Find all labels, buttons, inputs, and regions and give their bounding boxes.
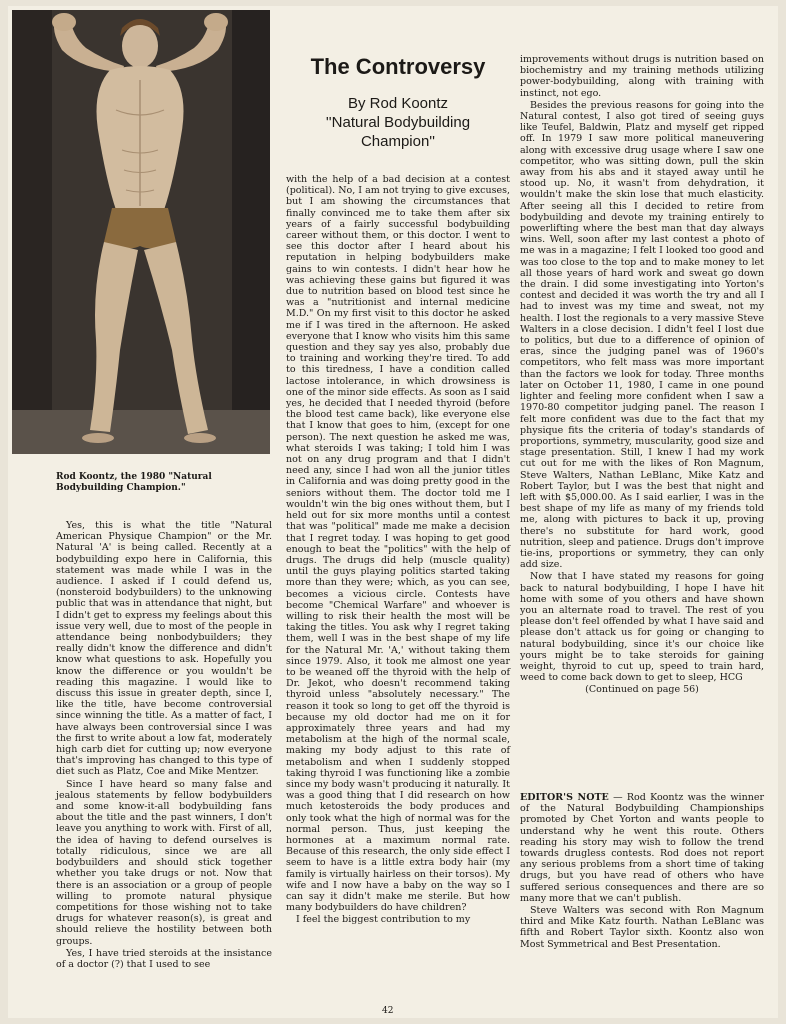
page-number: 42 [382,1006,394,1016]
paragraph: Since I have heard so many false and jealous statements by fellow bodybuilders and some know-it-all bodybuilding fans about the title and the past winners, I don't leave you anything to work with. First of all, the idea of having to defend ourselves is totally ridiculous, since we are all bodybuilders and should stick together whether you take drugs or not. Now that there is an association or a group of people willing to promote natural physique competitions for those wishing not to take drugs for whatever reason(s), is great and should relieve the hostility between both groups. [56,778,272,947]
paragraph: Yes, I have tried steroids at the insistance of a doctor (?) that I used to see [56,947,272,970]
paragraph: Besides the previous reasons for going into the Natural contest, I also got tired of seeing guys like Teufel, Baldwin, Platz and myself get ripped off. In 1979 I saw more political maneuvering along with excessive drug usage where I saw one competitor, who was sitting down, pull the skin away from his abs and it stayed away until he stood up. No, it wasn't from dehydration, it wouldn't make the skin lose that much elasticity. After seeing all this I decided to retire from bodybuilding and devote my training entirely to powerlifting where the best man that day always wins. Well, soon after my last contest a photo of me was in a magazine; I felt I looked too good and was too close to the top and to make money to let all those years of hard work and sweat go down the drain. I did some investigating into Yorton's contest and decided it was worth the try and all I had to invest was my time and sweat, not my health. I lost the regionals to a very massive Steve Walters in a close decision. I didn't feel I lost due to politics, but due to a difference of opinion of eras, since the judging panel was of 1960's competitors, who felt mass was more important than the factors we look for today. Three months later on October 11, 1980, I came in one pound lighter and feeling more confident when I saw a 1970-80 competitor judging panel. The reason I felt more confident was due to the fact that my physique fits the criteria of today's standards of proportions, symmetry, muscularity, good size and stage presentation. Still, I knew I had my work cut out for me with the likes of Ron Magnum, Steve Walters, Nathan LeBlanc, Mike Katz and Robert Taylor, but I was the best that night and left with $5,000.00. As I said earlier, I was in the best shape of my life as many of my friends told me, along with pictures to back it up, proving there's no substitute for hard work, good nutrition, sleep and patience. Drugs don't improve tie-ins, proportions or symmetry, they can only add size. [520,99,764,571]
column-right [520,54,764,696]
editors-note-body: — Rod Koontz was the winner of the Natural Bodybuilding Championships promoted by Chet Yorton and wants people to understand why he went this route. Others reading his story may wish to follow the trend towards drugless contests. Rod does not report any serious problems from a short time of taking drugs, but you have read of others who have suffered serious consequences and there are so many more that we can't publish. [520,792,764,904]
editors-note-label: EDITOR'S NOTE [520,792,609,803]
bodybuilder-illustration [12,10,270,454]
article-byline: By Rod Koontz [347,95,449,112]
photo-caption: Rod Koontz, the 1980 "Natural Bodybuilding Champion." [56,472,212,493]
paragraph: improvements without drugs is nutrition based on biochemistry and my training methods utilizing power-bodybuilding, along with training with instinct, not ego. [520,54,764,99]
continued-note: (Continued on page 56) [585,684,699,696]
editors-note [520,792,764,950]
article-subtitle-line-2: Champion'' [360,133,436,150]
article-subtitle-line-1: ''Natural Bodybuilding [325,114,471,131]
paragraph: Yes, this is what the title "Natural American Physique Champion" or the Mr. Natural 'A' is being called. Recently at a bodybuilding expo here in California, this statement was made while I was in the audience. I asked if I could defend us, (nonsteroid bodybuilders) to the unknowing public that was in attendance that night, but I didn't get to express my feelings about this issue very well, due to most of the people in attendance being nonbodybuilders; they really didn't know the difference and didn't know what questions to ask. Hopefully you know the difference or you wouldn't be reading this magazine. I would like to discuss this issue in greater depth, since I, like the title, have become controversial since winning the title. As a matter of fact, I have always been controversial since I was the first to write about a low fat, moderately high carb diet for cutting up; now everyone that's improving has changed to this type of diet such as Platz, Coe and Mike Mentzer. [56,520,272,778]
editors-note-results: Steve Walters was second with Ron Magnum third and Mike Katz fourth. Nathan LeBlanc was fifth and Robert Taylor sixth. Koontz also won Most Symmetrical and Best Presentation. [520,905,764,950]
column-left [56,520,272,970]
bodybuilder-photo [12,10,270,454]
paragraph: I feel the biggest contribution to my [296,914,471,926]
paragraph: with the help of a bad decision at a contest (political). No, I am not trying to give excuses, but I am showing the circumstances that finally convinced me to take them after six years of a fairly successful bodybuilding career without them, or this doctor. I went to see this doctor after I heard about his reputation in helping bodybuilders make gains to win contests. I didn't hear how he was achieving these gains but figured it was due to nutrition based on blood test since he was a "nutritionist and internal medicine M.D." On my first visit to this doctor he asked me if I was tired in the afternoon. He asked everyone that I know who visits him this same question and they say yes also, probably due to training and working they're tired. To add to this tiredness, I have a condition called lactose intolerance, in which drowsiness is one of the minor side effects. As soon as I said yes, he decided that I needed thyroid (before the blood test came back), like everyone else that I know that goes to him, (except for one person). The next question he asked me was, what steroids I was taking; I told him I was not on any drug program and that I didn't need any, since I had won all the junior titles in California and was doing pretty good in the seniors without them. The doctor told me I wouldn't win the big ones without them, but I held out for six more months until a contest that was "political" made me make a decision that I regret today. I was hoping to get good enough to beat the "politics" with the help of drugs. The drugs did help (muscle quality) until the guys playing politics started taking more than they were; which, as you can see, becomes a vicious circle. Contests have become "Chemical Warfare" and whoever is willing to risk their health the most will be taking the titles. You ask why I regret taking them, well I was in the best shape of my life for the Natural Mr. 'A,' without taking them since 1979. Also, it took me almost one year to be weaned off the thyroid with the help of Dr. Jekot, who doesn't recommend taking thyroid unless "absolutely necessary." The reason it took so long to get off the thyroid is because my old doctor had me on it for approximately three years and had my metabolism at the high of the normal scale, making my body adjust to this rate of metabolism and when I suddenly stopped taking thyroid I was functioning like a zombie since my body wasn't producing it naturally. It was a good thing that I did research on how much ketosteroids the body produces and only took what the high of normal was for the normal person. Thus, just keeping the hormones at a maximum normal rate. Because of this research, the only side effect I seem to have is a little extra body hair (my family is virtually hairless on their torsos). My wife and I now have a baby on the way so I can say it didn't make me sterile. But how many bodybuilders do have children? [286,174,510,914]
column-middle [286,174,510,926]
magazine-page [8,6,778,1018]
article-title: The Controversy [310,54,486,79]
editors-note-paragraph [520,792,764,904]
paragraph: Now that I have stated my reasons for going back to natural bodybuilding, I hope I have hit home with some of you others and have shown you an alternate road to travel. The rest of you please don't feel offended by what I have said and please don't attack us for going or changing to natural bodybuilding, since it's our choice like yours might be to take steroids for gaining weight, thyroid to cut up, speed to train hard, weed to come back down to get to sleep, HCG [520,571,764,684]
title-block [278,54,518,151]
